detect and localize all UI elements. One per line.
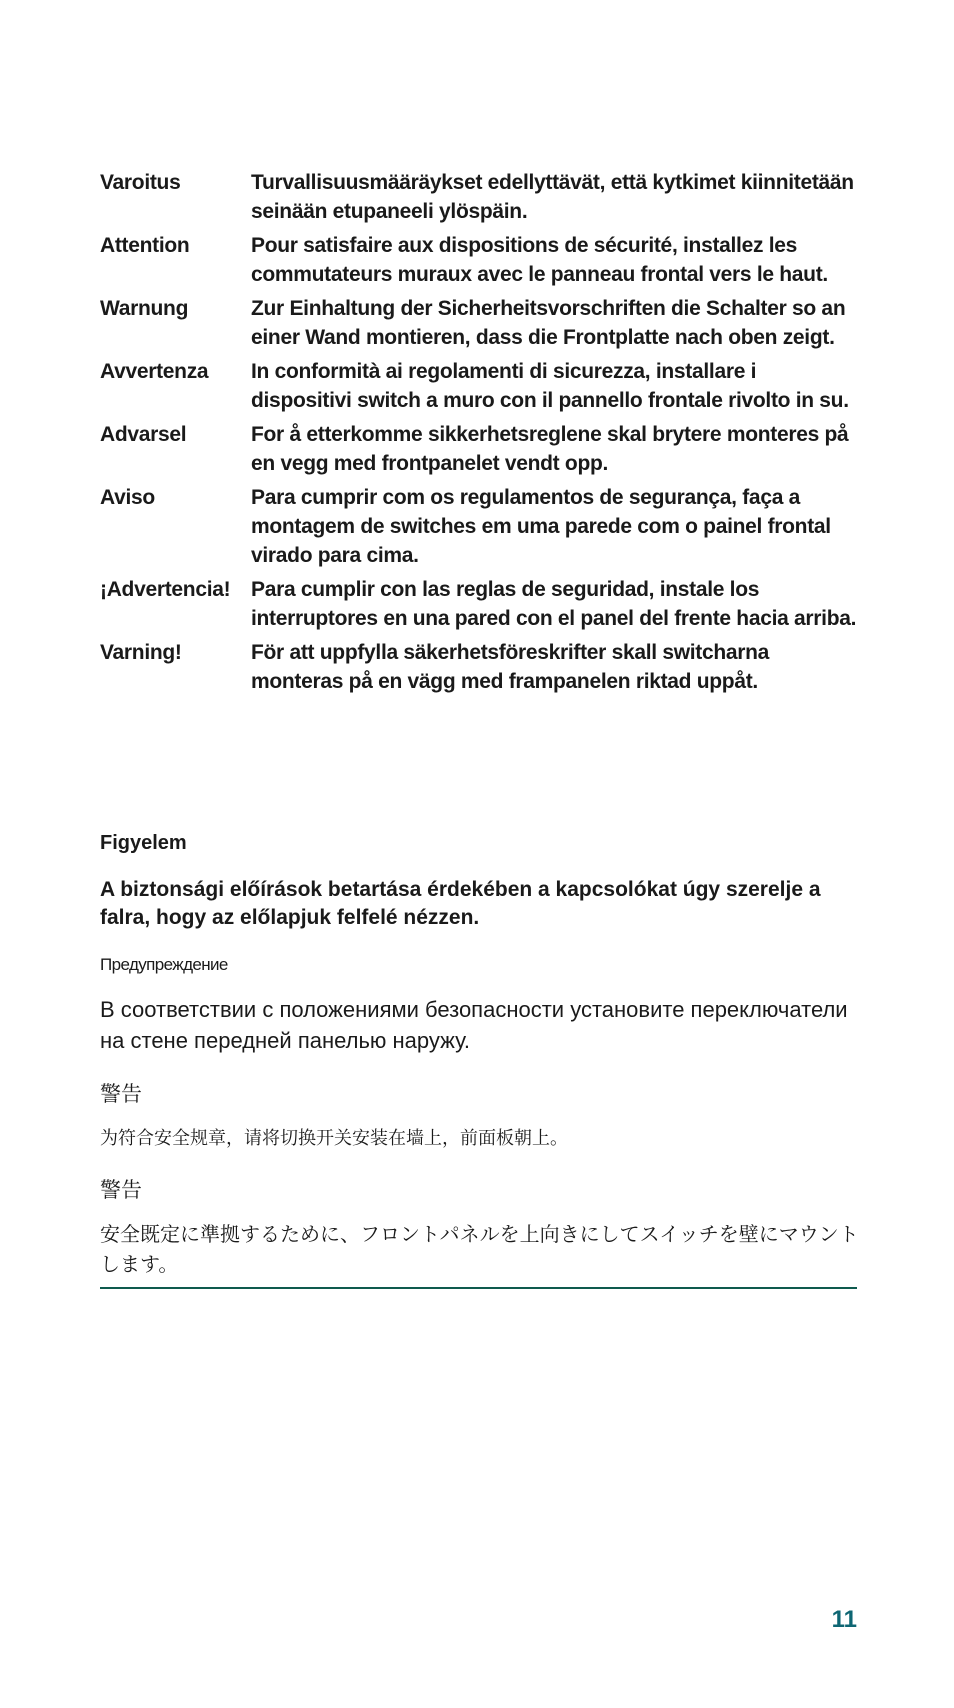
japanese-warning-label: 警告 — [100, 1179, 142, 1202]
warning-row-norwegian — [100, 420, 860, 478]
warning-label: Aviso — [100, 486, 155, 509]
warning-text: Turvallisuusmääräykset edellyttävät, että kytkimet kiinnitetään seinään etupaneeli ylöspäin. — [251, 171, 854, 223]
warning-label: Attention — [100, 234, 190, 257]
warning-row-portuguese — [100, 483, 860, 570]
japanese-warning-text: 安全既定に準拠するために、フロントパネルを上向きにしてスイッチを壁にマウントします。 — [100, 1224, 859, 1276]
chinese-warning-label: 警告 — [100, 1083, 142, 1106]
warning-row-german — [100, 294, 860, 352]
warnings-table — [100, 168, 860, 701]
hungarian-warning-text: A biztonsági előírások betartása érdekében a kapcsolókat úgy szerelje a falra, hogy az előlapjuk felfelé nézzen. — [100, 878, 821, 929]
warning-text: Zur Einhaltung der Sicherheitsvorschriften die Schalter so an einer Wand montieren, dass die Frontplatte nach oben zeigt. — [251, 297, 846, 349]
russian-warning-text: В соответствии с положениями безопасности установите переключатели на стене передней панелью наружу. — [100, 997, 848, 1053]
warning-label: Advarsel — [100, 423, 187, 446]
warning-row-italian — [100, 357, 860, 415]
warning-text: In conformità ai regolamenti di sicurezza, installare i dispositivi switch a muro con il pannello frontale rivolto in su. — [251, 360, 849, 412]
russian-warning-label: Предупреждение — [100, 955, 228, 974]
page-number: 11 — [831, 1606, 857, 1633]
warning-text: Para cumprir com os regulamentos de segurança, faça a montagem de switches em uma parede com o painel frontal virado para cima. — [251, 486, 831, 567]
warning-label: ¡Advertencia! — [100, 578, 231, 601]
warning-text: Pour satisfaire aux dispositions de sécurité, installez les commutateurs muraux avec le panneau frontal vers le haut. — [251, 234, 828, 286]
warning-row-finnish — [100, 168, 860, 226]
warning-text: För att uppfylla säkerhetsföreskrifter skall switcharna monteras på en vägg med frampanelen riktad uppåt. — [251, 641, 770, 693]
chinese-warning-text: 为符合安全规章，请将切换开关安装在墙上，前面板朝上。 — [100, 1128, 568, 1148]
warning-label: Varning! — [100, 641, 182, 664]
section-divider — [100, 1287, 857, 1289]
warning-row-french — [100, 231, 860, 289]
warning-label: Varoitus — [100, 171, 181, 194]
warning-row-spanish — [100, 575, 860, 633]
warning-label: Avvertenza — [100, 360, 209, 383]
warning-text: For å etterkomme sikkerhetsreglene skal brytere monteres på en vegg med frontpanelet vendt opp. — [251, 423, 849, 475]
hungarian-warning-label: Figyelem — [100, 832, 187, 854]
warning-row-swedish — [100, 638, 860, 696]
warning-text: Para cumplir con las reglas de seguridad, instale los interruptores en una pared con el panel del frente hacia arriba. — [251, 578, 857, 630]
warning-label: Warnung — [100, 297, 189, 320]
